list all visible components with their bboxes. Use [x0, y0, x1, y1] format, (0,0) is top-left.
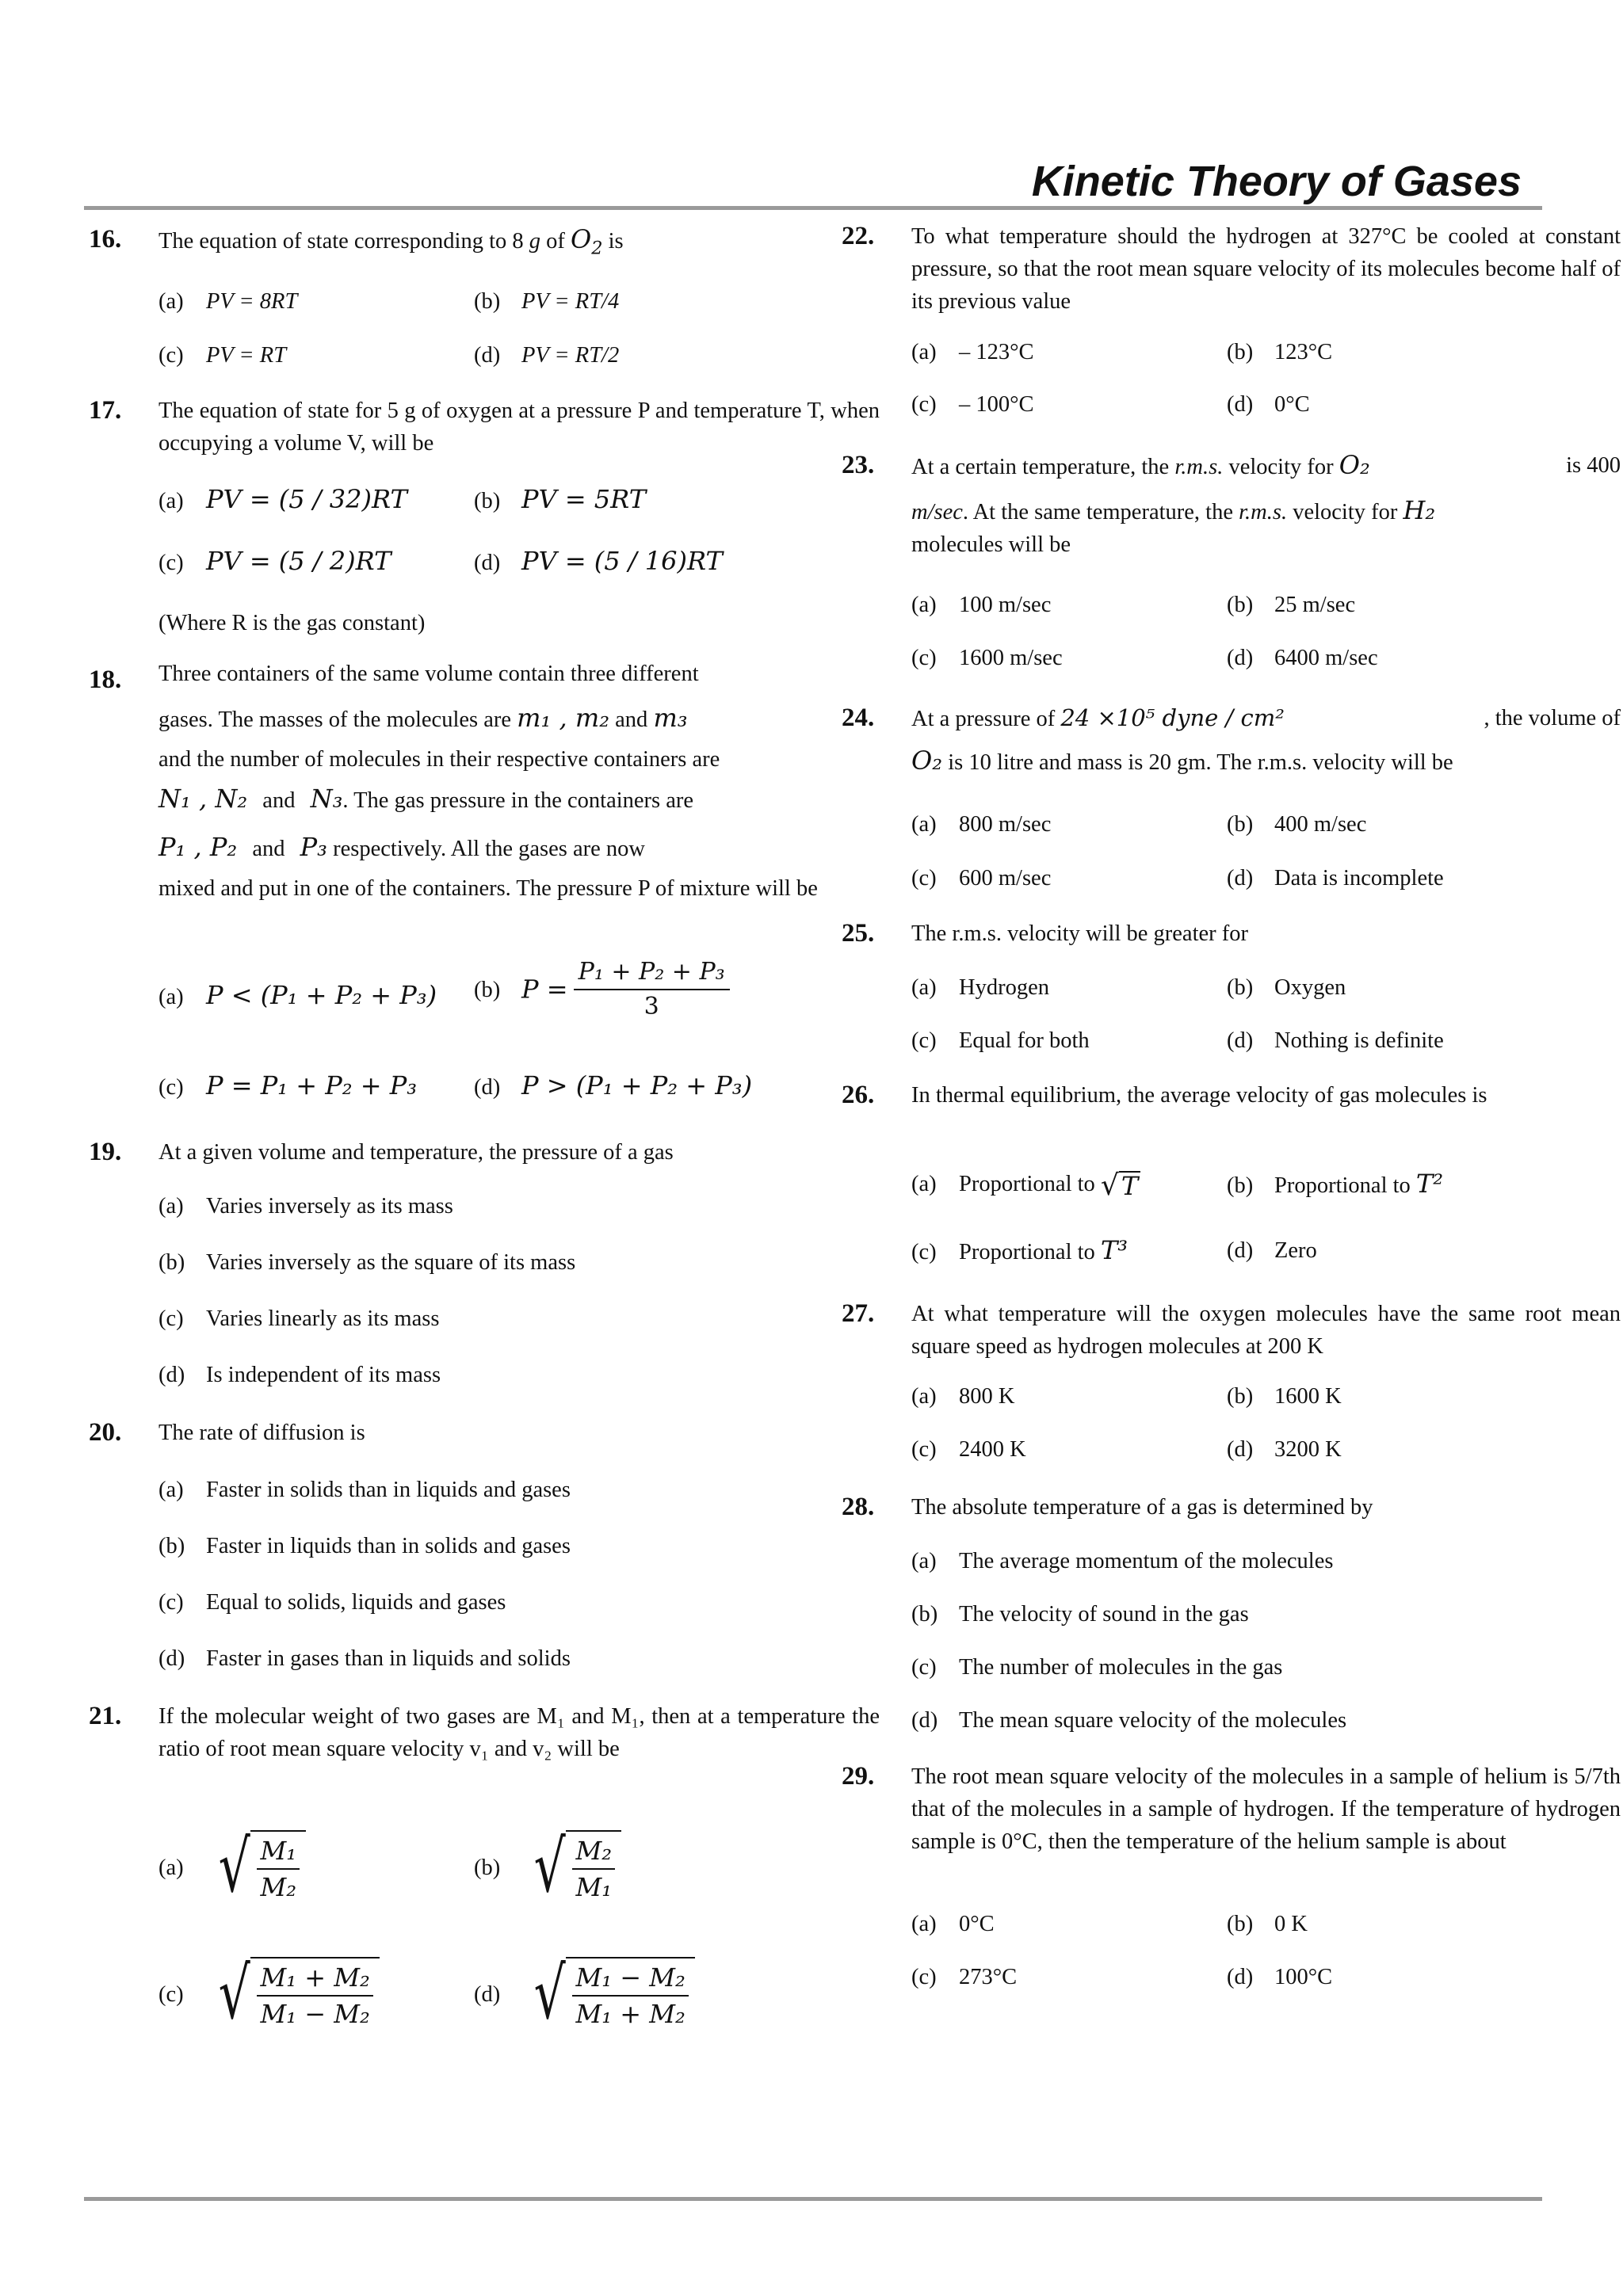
option-20d[interactable]: (d) Faster in gases than in liquids and solids: [158, 1646, 571, 1671]
question-text: The root mean square velocity of the molecules in a sample of helium is 5/7th that of the molecules in a sample of hydrogen. If the temperature of hydrogen sample is 0°C, then the temperature of the helium sample is about: [911, 1764, 1621, 1854]
question-number: 19.: [89, 1138, 122, 1166]
option-25d[interactable]: (d) Nothing is definite: [1227, 1028, 1444, 1053]
question-text: The equation of state corresponding to 8 g of $O_2$ is: [158, 224, 624, 259]
option-23a[interactable]: (a) 100 m/sec: [911, 593, 1052, 617]
question-number: 21.: [89, 1702, 122, 1730]
option-16b[interactable]: (b) PV = RT/4: [474, 289, 620, 314]
page-header-title: Kinetic Theory of Gases: [1031, 158, 1522, 205]
question-number: 28.: [842, 1493, 875, 1521]
option-24d[interactable]: (d) Data is incomplete: [1227, 866, 1444, 891]
option-22c[interactable]: (c) – 100°C: [911, 392, 1034, 417]
square-root: √ T: [1101, 1169, 1140, 1202]
question-number: 22.: [842, 222, 875, 250]
square-root: √ M₁ − M₂ M₁ + M₂: [527, 1957, 695, 2031]
option-27d[interactable]: (d) 3200 K: [1227, 1437, 1342, 1462]
question-text: The equation of state for 5 g of oxygen at a pressure P and temperature T, when occupying a volume V, will be: [158, 399, 880, 456]
fraction: $\frac{\text{P₁ + P₂ + P₃}}{3}$: [574, 955, 730, 1024]
option-22a[interactable]: (a) – 123°C: [911, 340, 1034, 364]
option-23c[interactable]: (c) 1600 m/sec: [911, 646, 1063, 670]
option-17c[interactable]: (c) PV = (5 / 2)RT: [158, 546, 391, 576]
question-number: 23.: [842, 451, 875, 479]
option-20a[interactable]: (a) Faster in solids than in liquids and gases: [158, 1478, 571, 1502]
option-28b[interactable]: (b) The velocity of sound in the gas: [911, 1602, 1249, 1627]
option-19d[interactable]: (d) Is independent of its mass: [158, 1363, 441, 1387]
option-17d[interactable]: (d) PV = (5 / 16)RT: [474, 546, 723, 576]
option-27a[interactable]: (a) 800 K: [911, 1384, 1015, 1409]
question-number: 25.: [842, 919, 875, 948]
option-21d[interactable]: (d) √ M₁ − M₂ M₁ + M₂: [474, 1957, 695, 2031]
question-text: At a pressure of 24 ×10⁵ dyne / cm² , the volume of O₂ is 10 litre and mass is 20 gm. The r.m.s. velocity will be: [911, 704, 1621, 776]
question-text: At what temperature will the oxygen molecules have the same root mean square speed as hydrogen molecules at 200 K: [911, 1302, 1621, 1359]
option-25c[interactable]: (c) Equal for both: [911, 1028, 1090, 1053]
question-text: The rate of diffusion is: [158, 1421, 365, 1445]
option-16c[interactable]: (c) PV = RT: [158, 343, 287, 368]
question-number: 24.: [842, 704, 875, 732]
question-text: To what temperature should the hydrogen at 327°C be cooled at constant pressure, so that the root mean square velocity of its molecules become half of its previous value: [911, 224, 1621, 314]
option-20c[interactable]: (c) Equal to solids, liquids and gases: [158, 1590, 506, 1615]
option-17a[interactable]: (a) PV = (5 / 32)RT: [158, 484, 407, 514]
question-17-note: (Where R is the gas constant): [158, 611, 426, 635]
question-text: The r.m.s. velocity will be greater for: [911, 921, 1248, 946]
question-text: If the molecular weight of two gases are M₁ and M₁, then at a temperature the ratio of root mean square velocity v₁ and v₂ will be: [158, 1704, 880, 1761]
square-root: √ M₁ M₂: [212, 1830, 306, 1905]
option-20b[interactable]: (b) Faster in liquids than in solids and gases: [158, 1534, 571, 1558]
question-number: 27.: [842, 1299, 875, 1328]
option-22b[interactable]: (b) 123°C: [1227, 340, 1333, 364]
option-24b[interactable]: (b) 400 m/sec: [1227, 812, 1367, 837]
square-root: √ M₂ M₁: [527, 1830, 621, 1905]
footer-rule: [84, 2197, 1542, 2201]
option-22d[interactable]: (d) 0°C: [1227, 392, 1310, 417]
option-26a[interactable]: (a) Proportional to √ T: [911, 1168, 1140, 1202]
option-19c[interactable]: (c) Varies linearly as its mass: [158, 1306, 440, 1331]
option-19a[interactable]: (a) Varies inversely as its mass: [158, 1194, 453, 1219]
question-text: The absolute temperature of a gas is determined by: [911, 1495, 1373, 1520]
option-18c[interactable]: (c) P = P₁ + P₂ + P₃: [158, 1070, 418, 1100]
option-18d[interactable]: (d) P > (P₁ + P₂ + P₃): [474, 1070, 753, 1100]
option-24c[interactable]: (c) 600 m/sec: [911, 866, 1052, 891]
option-28c[interactable]: (c) The number of molecules in the gas: [911, 1655, 1283, 1680]
option-29b[interactable]: (b) 0 K: [1227, 1912, 1308, 1936]
option-26b[interactable]: (b) Proportional to T²: [1227, 1169, 1444, 1199]
option-25a[interactable]: (a) Hydrogen: [911, 975, 1049, 1000]
option-27c[interactable]: (c) 2400 K: [911, 1437, 1026, 1462]
option-23d[interactable]: (d) 6400 m/sec: [1227, 646, 1378, 670]
option-29d[interactable]: (d) 100°C: [1227, 1965, 1333, 1989]
option-21c[interactable]: (c) √ M₁ + M₂ M₁ − M₂: [158, 1957, 380, 2031]
question-text: At a certain temperature, the r.m.s. velocity for O₂ is 400 m/sec. At the same temperature, the r.m.s. velocity for H₂ molecules will be: [911, 450, 1621, 557]
option-28d[interactable]: (d) The mean square velocity of the molecules: [911, 1708, 1347, 1733]
question-number: 26.: [842, 1081, 875, 1109]
option-19b[interactable]: (b) Varies inversely as the square of its mass: [158, 1250, 576, 1275]
option-16a[interactable]: (a) PV = 8RT: [158, 289, 298, 314]
option-25b[interactable]: (b) Oxygen: [1227, 975, 1346, 1000]
question-number: 29.: [842, 1762, 875, 1791]
question-number: 18.: [89, 666, 122, 694]
option-21b[interactable]: (b) √ M₂ M₁: [474, 1830, 621, 1905]
option-21a[interactable]: (a) √ M₁ M₂: [158, 1830, 306, 1905]
question-text: In thermal equilibrium, the average velocity of gas molecules is: [911, 1083, 1487, 1108]
option-26c[interactable]: (c) Proportional to T³: [911, 1235, 1128, 1265]
header-rule: [84, 206, 1542, 210]
option-29a[interactable]: (a) 0°C: [911, 1912, 995, 1936]
question-number: 17.: [89, 396, 122, 425]
option-18a[interactable]: (a) P < (P₁ + P₂ + P₃): [158, 980, 437, 1010]
option-23b[interactable]: (b) 25 m/sec: [1227, 593, 1356, 617]
option-24a[interactable]: (a) 800 m/sec: [911, 812, 1052, 837]
option-26d[interactable]: (d) Zero: [1227, 1238, 1317, 1263]
question-text: At a given volume and temperature, the pressure of a gas: [158, 1140, 674, 1165]
question-text: Three containers of the same volume contain three different gases. The masses of the molecules are m₁ , m₂ and m₃ and the number of molecules in their respective containers are N₁ , N₂ and N₃. The gas pressure in the containers are P₁ , P₂ and P₃ respectively. All the gases are now mixed and put in one of the containers. The pressure P of mixture will be: [158, 662, 818, 901]
question-number: 20.: [89, 1418, 122, 1447]
option-28a[interactable]: (a) The average momentum of the molecules: [911, 1549, 1334, 1573]
option-27b[interactable]: (b) 1600 K: [1227, 1384, 1342, 1409]
option-17b[interactable]: (b) PV = 5RT: [474, 484, 647, 514]
question-number: 16.: [89, 225, 122, 254]
option-18b[interactable]: (b) P = $\frac{\text{P₁ + P₂ + P₃}}{3}$: [474, 955, 730, 1024]
square-root: √ M₁ + M₂ M₁ − M₂: [212, 1957, 380, 2031]
option-29c[interactable]: (c) 273°C: [911, 1965, 1018, 1989]
option-16d[interactable]: (d) PV = RT/2: [474, 343, 620, 368]
